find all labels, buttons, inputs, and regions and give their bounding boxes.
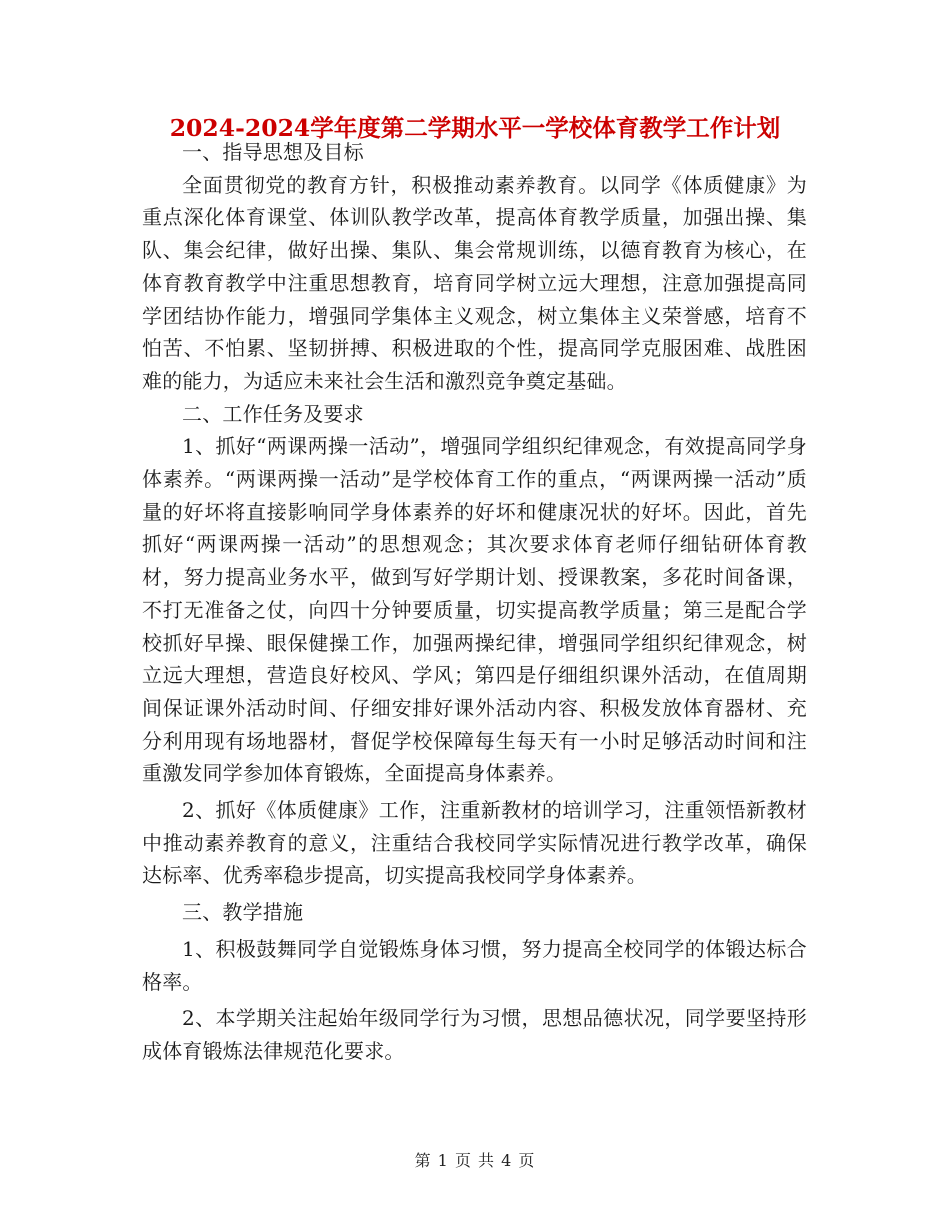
document-body <box>142 136 807 1068</box>
section-2-paragraph-1: 1、抓好“两课两操一活动”，增强同学组织纪律观念，有效提高同学身体素养。“两课两操一活动”是学校体育工作的重点，“两课两操一活动”质量的好坏将直接影响同学身体素养的好坏和健康况状的好坏。因此，首先抓好“两课两操一活动”的思想观念；其次要求体育老师仔细钻研体育教材，努力提高业务水平，做到写好学期计划、授课教案，多花时间备课，不打无准备之仗，向四十分钟要质量，切实提高教学质量；第三是配合学校抓好早操、眼保健操工作，加强两操纪律，增强同学组织纪律观念，树立远大理想，营造良好校风、学风；第四是仔细组织课外活动，在值周期间保证课外活动时间、仔细安排好课外活动内容、积极发放体育器材、充分利用现有场地器材，督促学校保障每生每天有一小时足够活动时间和注重激发同学参加体育锻炼，全面提高身体素养。 <box>142 434 807 786</box>
document-title: 2024-2024学年度第二学期水平一学校体育教学工作计划 <box>169 114 781 142</box>
section-3-paragraph-1: 1、积极鼓舞同学自觉锻炼身体习惯，努力提高全校同学的体锻达标合格率。 <box>142 936 807 994</box>
section-heading-1: 一、指导思想及目标 <box>182 140 364 164</box>
section-heading-3: 三、教学措施 <box>182 900 304 925</box>
section-1-paragraph-1: 全面贯彻党的教育方针，积极推动素养教育。以同学《体质健康》为重点深化体育课堂、体训队教学改革，提高体育教学质量，加强出操、集队、集会纪律，做好出操、集队、集会常规训练，以德育教育为核心，在体育教育教学中注重思想教育，培育同学树立远大理想，注意加强提高同学团结协作能力，增强同学集体主义观念，树立集体主义荣誉感，培育不怕苦、不怕累、坚韧拼搏、积极进取的个性，提高同学克服困难、战胜困难的能力，为适应未来社会生活和激烈竞争奠定基础。 <box>142 172 807 393</box>
page-footer: 第 1 页 共 4 页 <box>414 1151 536 1170</box>
section-heading-2: 二、工作任务及要求 <box>182 401 364 426</box>
section-2-paragraph-2: 2、抓好《体质健康》工作，注重新教材的培训学习，注重领悟新教材中推动素养教育的意义，注重结合我校同学实际情况进行教学改革，确保达标率、优秀率稳步提高，切实提高我校同学身体素养。 <box>142 798 807 888</box>
section-3-paragraph-2: 2、本学期关注起始年级同学行为习惯，思想品德状况，同学要坚持形成体育锻炼法律规范化要求。 <box>142 1006 807 1063</box>
